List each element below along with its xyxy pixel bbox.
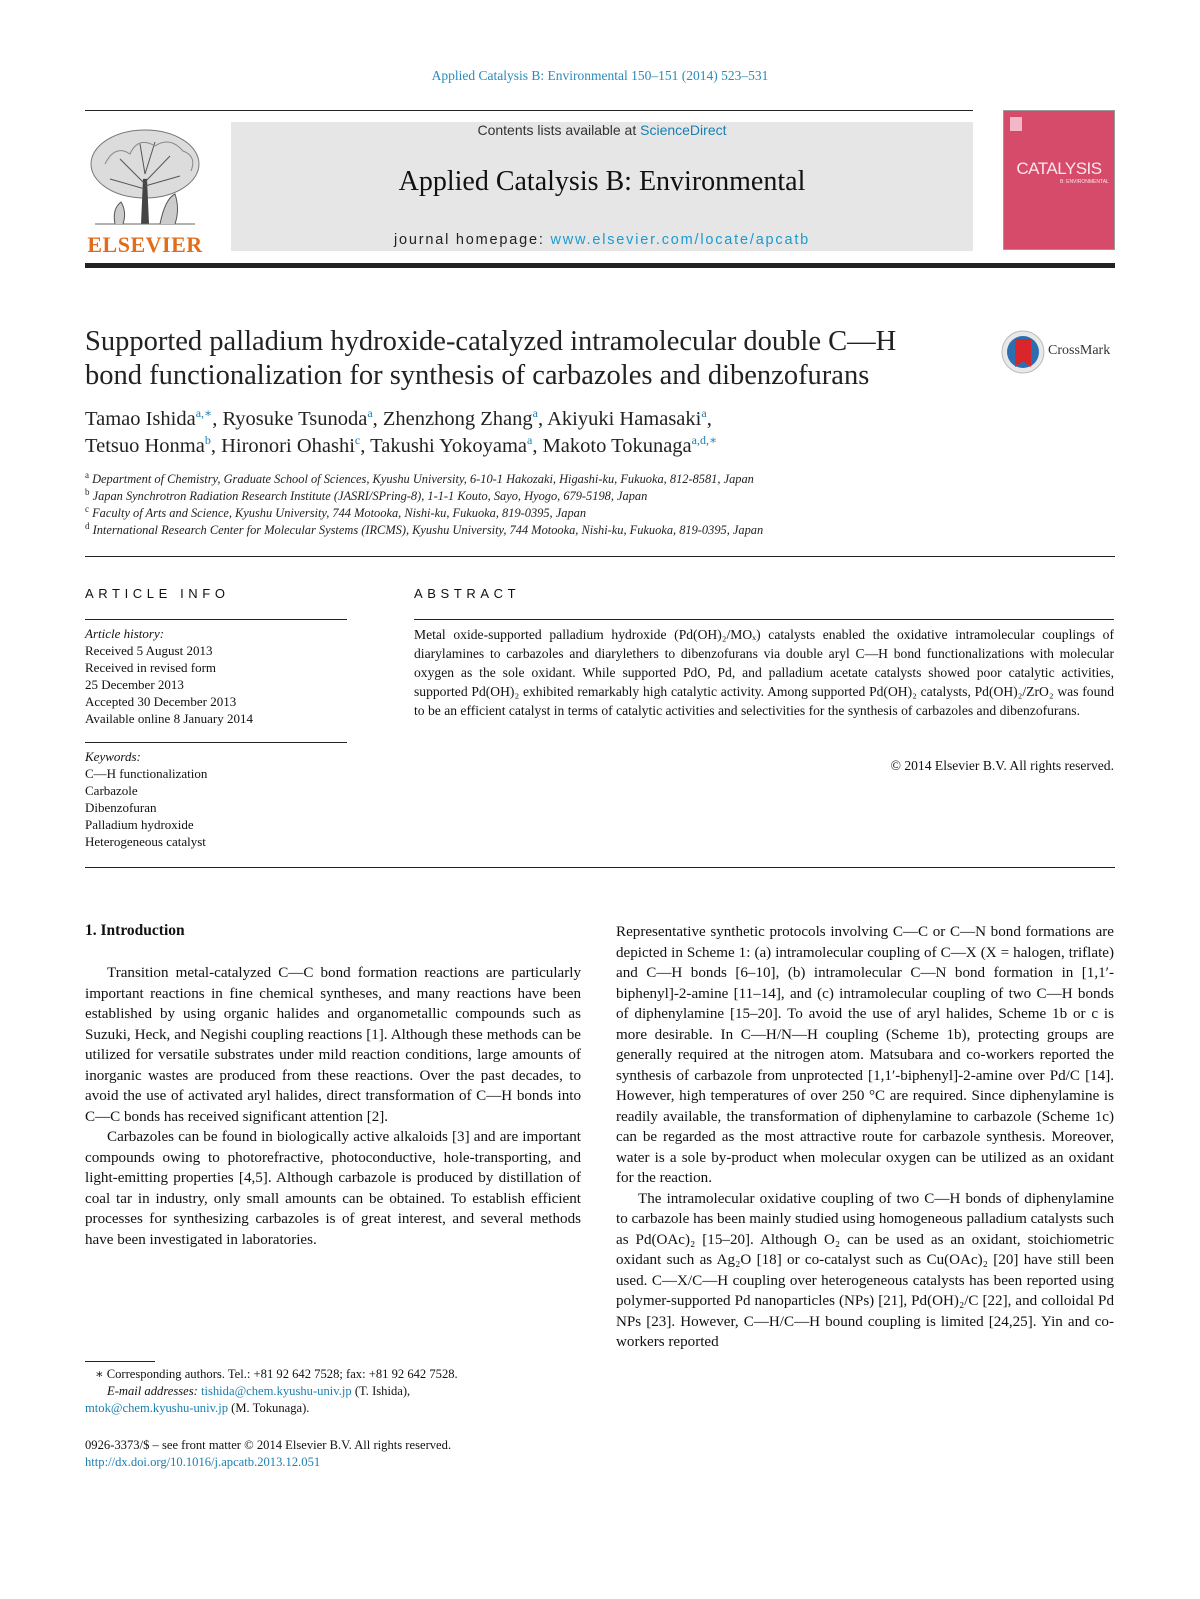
affiliation-rule — [85, 556, 1115, 557]
author-separator: , — [212, 408, 223, 430]
doi-link[interactable]: http://dx.doi.org/10.1016/j.apcatb.2013.12.051 — [85, 1455, 321, 1469]
email-line-2: mtok@chem.kyushu-univ.jp (M. Tokunaga). — [85, 1401, 310, 1415]
journal-homepage: journal homepage: www.elsevier.com/locate/apcatb — [393, 232, 811, 248]
author-separator: , — [706, 408, 712, 430]
journal-title: Applied Catalysis B: Environmental — [398, 166, 806, 197]
footnote-rule — [85, 1361, 155, 1362]
email-link-tokunaga[interactable]: mtok@chem.kyushu-univ.jp — [85, 1401, 229, 1415]
affiliation-item — [85, 488, 1115, 505]
journal-citation[interactable]: Applied Catalysis B: Environmental 150–151 (2014) 523–531 — [431, 68, 769, 83]
keywords-block — [85, 748, 347, 850]
front-matter — [85, 1437, 605, 1471]
sciencedirect-link[interactable]: ScienceDirect — [640, 122, 727, 138]
header-rule — [85, 110, 973, 111]
history-item: 25 December 2013 — [85, 677, 184, 692]
affiliation-text: Faculty of Arts and Science, Kyushu University, 744 Motooka, Nishi-ku, Fukuoka, 819-0395, Japan — [89, 506, 587, 520]
author-separator: , — [372, 408, 383, 430]
affiliations — [85, 471, 1115, 539]
body-left-column — [85, 963, 581, 1250]
author-separator: , — [360, 435, 371, 457]
history-item: Accepted 30 December 2013 — [85, 694, 237, 709]
authors-line-1 — [85, 406, 1085, 433]
affiliation-key: d — [85, 520, 90, 531]
author-name[interactable]: Zhenzhong Zhang — [382, 408, 533, 430]
author-separator: , — [210, 435, 222, 457]
history-item: Received 5 August 2013 — [85, 643, 213, 658]
contents-line: Contents lists available at ScienceDirect — [477, 122, 727, 138]
journal-banner — [231, 122, 973, 251]
author-separator: , — [532, 435, 543, 457]
author-separator: , — [537, 408, 548, 430]
affiliation-key: c — [85, 503, 89, 514]
homepage-link[interactable]: www.elsevier.com/locate/apcatb — [550, 232, 811, 248]
affiliation-item — [85, 471, 1115, 488]
header-thick-rule — [85, 263, 1115, 268]
affiliation-key: b — [85, 486, 90, 497]
history-item: Received in revised form — [85, 660, 217, 675]
author-name[interactable]: Tamao Ishida — [85, 408, 196, 430]
keyword-item: Palladium hydroxide — [85, 817, 194, 832]
article-info-heading: ARTICLE INFO — [85, 586, 230, 601]
author-affiliation-marker[interactable]: a,d,∗ — [691, 433, 718, 448]
corresponding-text: ∗ Corresponding authors. Tel.: +81 92 642 7528; fax: +81 92 642 7528. — [95, 1367, 458, 1381]
affiliation-key: a — [85, 469, 89, 480]
email-line: E-mail addresses: tishida@chem.kyushu-univ.jp (T. Ishida), — [107, 1384, 411, 1398]
author-name[interactable]: Ryosuke Tsunoda — [222, 408, 368, 430]
body-paragraph: Transition metal-catalyzed C—C bond formation reactions are particularly important reactions in fine chemical syntheses, and many reactions have been established by using organic halides and organometallic compounds such as Suzuki, Heck, and Negishi coupling reactions [1]. Although these methods can be utilized for versatile substrates under mild reaction conditions, large amounts of inorganic wastes are produced from these reactions. Over the past decades, to avoid the use of activated aryl halides, direct transformation of C—H bonds into C—C bonds has received significant attention [2]. — [85, 965, 581, 1125]
abstract-bottom-rule — [85, 867, 1115, 868]
section-heading-introduction: 1. Introduction — [85, 922, 185, 939]
author-name[interactable]: Takushi Yokoyama — [370, 435, 527, 457]
author-affiliation-marker[interactable]: a,∗ — [195, 406, 213, 421]
author-name[interactable]: Akiyuki Hamasaki — [547, 408, 702, 430]
keyword-item: Dibenzofuran — [85, 800, 157, 815]
cover-subtitle: B: ENVIRONMENTAL — [1060, 179, 1109, 185]
abstract-text: Metal oxide-supported palladium hydroxide (Pd(OH)₂/MOₓ) catalysts enabled the oxidative intramolecular couplings of diarylamines to carbazoles and diarylethers to dibenzofurans via double aryl C—H bond functionalizations with molecular oxygen as the sole oxidant. While supported PdO, Pd, and palladium acetate catalysts showed poor catalytic activities, supported Pd(OH)₂ exhibited remarkably high catalytic activity. Among supported Pd(OH)₂ catalysts, Pd(OH)₂/ZrO₂ was found to be an efficient catalyst in terms of catalytic activities and selectivities for the synthesis of carbazoles and dibenzofurans. — [414, 627, 1114, 718]
crossmark-icon — [1001, 329, 1045, 375]
keyword-item: Heterogeneous catalyst — [85, 834, 206, 849]
affiliation-text: Japan Synchrotron Radiation Research Institute (JASRI/SPring-8), 1-1-1 Kouto, Sayo, Hyogo, 679-5198, Japan — [89, 489, 648, 503]
author-name[interactable]: Hironori Ohashi — [221, 435, 355, 457]
author-affiliation-marker[interactable]: b — [204, 433, 211, 448]
issn-line: 0926-3373/$ – see front matter © 2014 Elsevier B.V. All rights reserved. — [85, 1438, 452, 1452]
history-list — [85, 642, 347, 727]
author-affiliation-marker[interactable]: a — [701, 406, 707, 421]
crossmark-label: CrossMark — [1048, 343, 1111, 358]
author-affiliation-marker[interactable]: a — [367, 406, 373, 421]
crossmark-badge[interactable] — [1001, 329, 1121, 375]
affiliation-text: International Research Center for Molecular Systems (IRCMS), Kyushu University, 744 Motooka, Nishi-ku, Fukuoka, 819-0395, Japan — [89, 523, 764, 537]
journal-cover-image[interactable] — [1003, 110, 1115, 250]
history-item: Available online 8 January 2014 — [85, 711, 253, 726]
author-list — [85, 406, 1085, 460]
keyword-list — [85, 765, 347, 850]
article-title: Supported palladium hydroxide-catalyzed intramolecular double C—H bond functionalization for synthesis of carbazoles and dibenzofurans — [85, 326, 897, 391]
author-affiliation-marker[interactable]: a — [527, 433, 533, 448]
history-label: Article history: — [85, 626, 165, 641]
body-paragraph: Carbazoles can be found in biologically active alkaloids [3] and are important compounds owing to photorefractive, photoconductive, hole-transporting, and light-emitting properties [4,5]. Although carbazole is produced by distillation of coal tar in industry, only small amounts can be obtained. To establish efficient processes for synthesizing carbazoles is of great interest, and several methods have been investigated in laboratories. — [85, 1129, 581, 1248]
affiliation-item — [85, 505, 1115, 522]
keyword-item: C—H functionalization — [85, 766, 208, 781]
author-name[interactable]: Tetsuo Honma — [85, 435, 205, 457]
email-link-ishida[interactable]: tishida@chem.kyushu-univ.jp — [200, 1384, 352, 1398]
cover-emblem — [1010, 117, 1022, 131]
keywords-rule — [85, 742, 347, 743]
authors-line-2 — [85, 433, 1085, 460]
affiliation-item — [85, 522, 1115, 539]
author-affiliation-marker[interactable]: a — [532, 406, 538, 421]
keywords-label: Keywords: — [85, 749, 141, 764]
body-right-column — [616, 922, 1114, 1353]
cover-title: CATALYSIS — [1016, 159, 1102, 178]
article-info-rule — [85, 619, 347, 620]
body-paragraph: Representative synthetic protocols involving C—C or C—N bond formations are depicted in Scheme 1: (a) intramolecular coupling of C—X (X = halogen, triflate) and C—H bonds [6–10], (b) intramolecular C—N bond formation in [1,1′-biphenyl]-2-amine [11–14], and (c) intramolecular coupling of two C—H bonds of diphenylamine [15–20]. To avoid the use of aryl halides, Scheme 1b or c is more desirable. In C—H/N—H coupling (Scheme 1b), protecting groups are generally required at the nitrogen atom. Matsubara and co-workers reported the synthesis of carbazole from unprotected [1,1′-biphenyl]-2-amine over Pd/C [14]. However, high temperatures of over 250 °C are required. Since diphenylamine is readily available, the transformation of diphenylamine to carbazole (Scheme 1c) can be regarded as the most attractive route for carbazole synthesis. Moreover, water is a sole by-product when molecular oxygen can be utilized as an oxidant for the reaction. — [616, 924, 1114, 1186]
keyword-item: Carbazole — [85, 783, 138, 798]
corresponding-footnote — [85, 1366, 581, 1417]
abstract-copyright: © 2014 Elsevier B.V. All rights reserved. — [890, 758, 1114, 773]
body-paragraph: The intramolecular oxidative coupling of two C—H bonds of diphenylamine to carbazole has been mainly studied using homogeneous palladium catalysts such as Pd(OAc)₂ [15–20]. Although O₂ can be used as an oxidant, stoichiometric oxidant such as Ag₂O [18] or co-catalyst such as Cu(OAc)₂ [20] have still been used. C—X/C—H coupling over heterogeneous catalysts has been reported using polymer-supported Pd nanoparticles (NPs) [21], Pd(OH)₂/C [22], and colloidal Pd NPs [23]. However, C—H/C—H bound coupling is limited [24,25]. Yin and co-workers reported — [616, 1190, 1114, 1350]
author-affiliation-marker[interactable]: c — [354, 433, 361, 448]
abstract-rule — [414, 619, 1114, 620]
abstract-heading: ABSTRACT — [414, 586, 521, 601]
affiliation-text: Department of Chemistry, Graduate School of Sciences, Kyushu University, 6-10-1 Hakozaki, Higashi-ku, Fukuoka, 812-8581, Japan — [89, 472, 754, 486]
article-history — [85, 625, 347, 727]
elsevier-wordmark: ELSEVIER — [87, 232, 203, 257]
author-name[interactable]: Makoto Tokunaga — [542, 435, 692, 457]
